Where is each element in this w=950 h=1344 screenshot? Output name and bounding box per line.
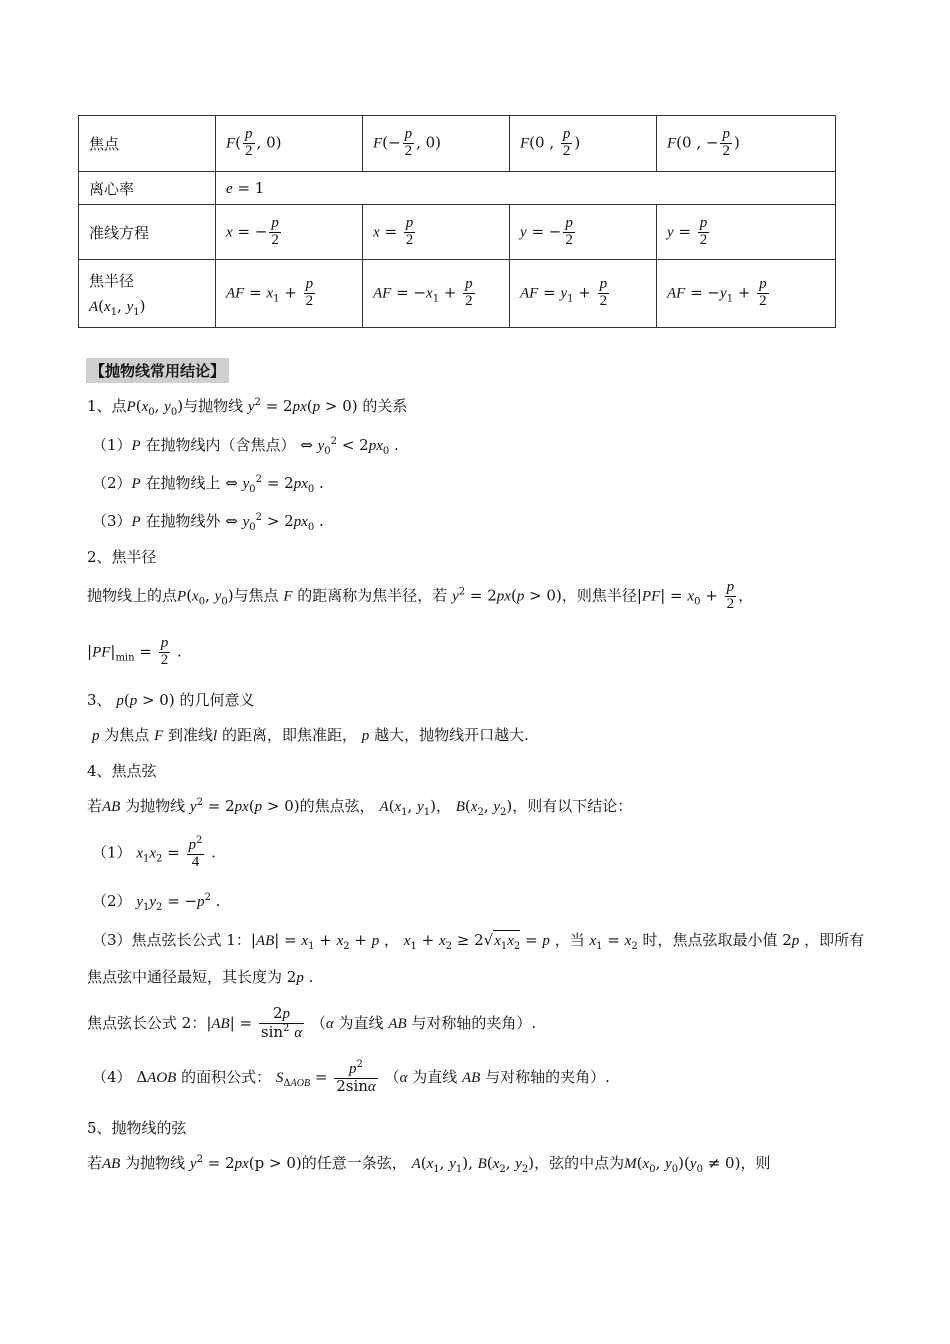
cell-focus-1: F( $\frac{p}{2}$ , 0) — [216, 116, 363, 172]
item-4-text: 若AB 为抛物线 $y^2 = 2px(p > 0)$的焦点弦， $A(x_1$, $y_1$)， $B(x_2$, $y_2$)，则有以下结论： — [87, 797, 633, 818]
table-row-directrix — [79, 205, 836, 260]
parabola-properties-table — [78, 115, 836, 328]
table-row-focal-radius — [79, 260, 836, 328]
item-5-title: 5、抛物线的弦 — [87, 1119, 187, 1137]
item-4-1: （1） $x_1x_2$ = $\frac{p^2}{4}$ . — [92, 835, 216, 870]
table-row-eccentricity — [79, 172, 836, 205]
item-5-text: 若AB 为抛物线 $y^2 = 2px(p > 0)$的任意一条弦， $A(x_1$, $y_1$), $B(x_2$, $y_2$)，弦的中点为$M(x_0$, $y_0)(y_0 \ne 0)$，则 — [87, 1154, 771, 1175]
table-row-focus — [79, 116, 836, 172]
item-4-formula-2: 焦点弦长公式 2：|AB| = $\frac{2p}{\sin^2 \alpha}$ （α 为直线 AB 与对称轴的夹角）. — [87, 1004, 537, 1041]
item-2-min: $|PF|_{min}$ = $\frac{p}{2}$ . — [87, 635, 182, 668]
item-1-2: （2）P 在抛物线上 ⇔ $y_0^2 = 2px_0$ . — [92, 474, 324, 495]
item-4-3: （3）焦点弦长公式 1：$|AB| = x_1 + x_2 + p$ ， $x_1 + x_2 \ge 2√x_1x_2 = p$ ，当 $x_1 = x_2$ 时，焦点弦取最小值 2p ，即所有 — [92, 931, 865, 952]
row-label: 准线方程 — [79, 205, 216, 260]
item-4-4: （4） ΔAOB 的面积公式： $S_{\Delta AOB}$ = $\frac{p^2}{2\sin\alpha}$ （α 为直线 AB 与对称轴的夹角）. — [92, 1059, 610, 1095]
cell-directrix-1: x = − $\frac{p}{2}$ — [216, 205, 363, 260]
section-title: 【抛物线常用结论】 — [86, 358, 229, 383]
cell-focus-4: F(0 , − $\frac{p}{2}$ ) — [657, 116, 836, 172]
row-label: 焦半径 $A(x_1$, $y_1$) — [79, 260, 216, 328]
cell-radius-1: AF = $x_1$ + $\frac{p}{2}$ — [216, 260, 363, 328]
row-label: 焦点 — [79, 116, 216, 172]
item-4-2: （2） $y_1y_2 = -p^2$ . — [92, 892, 221, 913]
item-3-text: p 为焦点 F 到准线l 的距离，即焦准距， p 越大，抛物线开口越大. — [92, 726, 529, 744]
row-label: 离心率 — [79, 172, 216, 205]
cell-focus-2: F(− $\frac{p}{2}$ , 0) — [363, 116, 510, 172]
item-2-title: 2、焦半径 — [87, 548, 157, 566]
cell-directrix-2: x = $\frac{p}{2}$ — [363, 205, 510, 260]
cell-radius-2: AF = $-x_1$ + $\frac{p}{2}$ — [363, 260, 510, 328]
cell-eccentricity: e = 1 — [216, 172, 836, 205]
item-4-title: 4、焦点弦 — [87, 762, 157, 780]
item-2-text: 抛物线上的点$P(x_0$, $y_0$)与焦点 F 的距离称为焦半径，若 $y^2 = 2px(p > 0)$，则焦半径$|PF| = x_0$ + $\frac{p}{2}$ ， — [87, 579, 754, 612]
item-1-3: （3）P 在抛物线外 ⇔ $y_0^2 > 2px_0$ . — [92, 512, 324, 533]
cell-directrix-4: y = $\frac{p}{2}$ — [657, 205, 836, 260]
cell-focus-3: F(0 , $\frac{p}{2}$ ) — [510, 116, 657, 172]
cell-directrix-3: y = − $\frac{p}{2}$ — [510, 205, 657, 260]
item-1-title: 1、点$P(x_0$, $y_0$)与抛物线 $y^2 = 2px(p > 0)$ 的关系 — [87, 397, 408, 418]
cell-radius-4: AF = $-y_1$ + $\frac{p}{2}$ — [657, 260, 836, 328]
item-3-title: 3、 p(p > 0) 的几何意义 — [87, 691, 255, 709]
item-4-3b: 焦点弦中通径最短，其长度为 2p . — [87, 968, 314, 986]
cell-radius-3: AF = $y_1$ + $\frac{p}{2}$ — [510, 260, 657, 328]
item-1-1: （1）P 在抛物线内（含焦点） ⇔ $y_0^2 < 2px_0$ . — [92, 436, 399, 457]
